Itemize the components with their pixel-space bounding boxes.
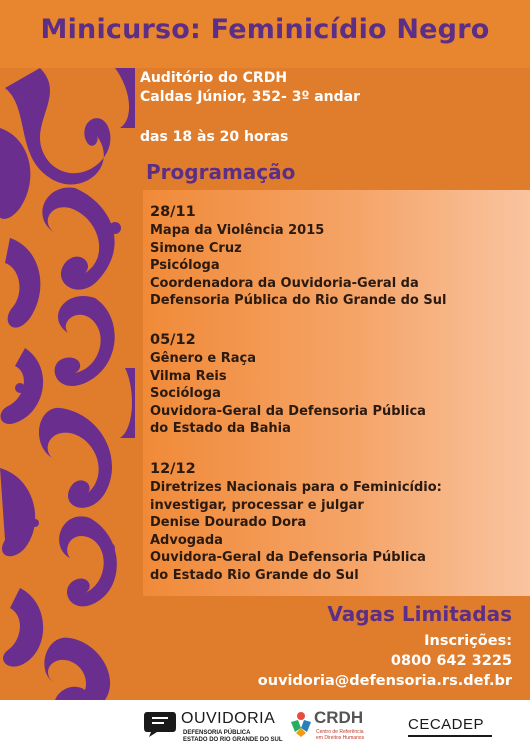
crdh-subtitle	[316, 730, 364, 741]
session-1	[150, 203, 446, 310]
swirl-ornament-icon	[0, 68, 135, 700]
session-date: 12/12	[150, 461, 196, 477]
session-line: Vilma Reis	[150, 368, 227, 384]
ouvidoria-subtitle-line: ESTADO DO RIO GRANDE DO SUL	[183, 736, 283, 743]
session-date: 28/11	[150, 204, 196, 220]
program-heading: Programação	[146, 160, 296, 184]
session-line: Defensoria Pública do Rio Grande do Sul	[150, 293, 447, 308]
ouvidoria-name: OUVIDORIA	[181, 710, 276, 727]
session-date: 05/12	[150, 332, 196, 348]
contact-block	[258, 631, 512, 691]
speech-bubble-icon	[143, 708, 177, 738]
session-2	[150, 331, 426, 438]
session-line: do Estado da Bahia	[150, 421, 291, 436]
session-line: Coordenadora da Ouvidoria-Geral da	[150, 275, 419, 291]
session-line: Ouvidora-Geral da Defensoria Pública	[150, 403, 426, 419]
venue-line: Caldas Júnior, 352- 3º andar	[140, 89, 361, 105]
venue-block	[140, 69, 360, 107]
registration-label: Inscrições:	[424, 633, 512, 649]
poster-title: Minicurso: Feminicídio Negro	[40, 14, 490, 45]
cecadep-underline	[408, 735, 492, 737]
ouvidoria-subtitle-line: DEFENSORIA PÚBLICA	[183, 730, 251, 736]
phone-number: 0800 642 3225	[390, 653, 512, 669]
session-line: Denise Dourado Dora	[150, 515, 307, 530]
ouvidoria-subtitle	[183, 730, 293, 743]
session-line: Simone Cruz	[150, 240, 242, 256]
footer-logos	[0, 700, 530, 749]
crdh-subtitle-line: em Direitos Humanos	[316, 734, 365, 741]
cecadep-name: CECADEP	[408, 716, 485, 733]
venue-line: Auditório do CRDH	[140, 70, 288, 86]
session-3	[150, 460, 442, 584]
session-line: Socióloga	[150, 386, 221, 401]
session-line: Psicóloga	[150, 258, 220, 273]
crdh-subtitle-line: Centro de Referência	[316, 729, 364, 735]
session-line: Advogada	[150, 532, 223, 548]
session-line: investigar, processar e julgar	[150, 497, 364, 513]
contact-email[interactable]: ouvidoria@defensoria.rs.def.br	[257, 673, 512, 689]
session-line: Diretrizes Nacionais para o Feminicídio:	[150, 480, 442, 495]
hands-icon	[288, 708, 314, 738]
limited-seats-heading: Vagas Limitadas	[327, 602, 512, 626]
session-line: Mapa da Violência 2015	[150, 223, 325, 238]
event-time: das 18 às 20 horas	[140, 129, 289, 145]
decorative-swirl-pattern	[0, 68, 135, 700]
session-line: Ouvidora-Geral da Defensoria Pública	[150, 550, 426, 565]
crdh-name: CRDH	[314, 708, 364, 727]
session-line: do Estado Rio Grande do Sul	[150, 567, 359, 583]
session-line: Gênero e Raça	[150, 351, 257, 366]
